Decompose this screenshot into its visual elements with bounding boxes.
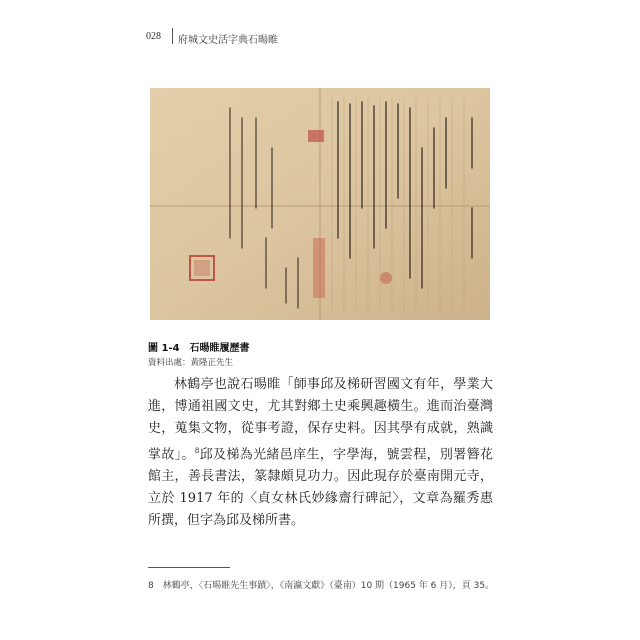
body-text [148, 374, 493, 532]
footnote: 8 林鶴亭，〈石暘睢先生事蹟〉，《南瀛文獻》（臺南）10 期（1965 年 6 月），頁 35。 [148, 581, 495, 591]
document-photo [150, 88, 490, 320]
paragraph [148, 374, 493, 532]
figure-source: 資料出處：黃隆正先生 [148, 358, 234, 368]
footnote-ref[interactable]: 8 [194, 447, 200, 455]
paragraph-text: 林鶴亭也說石暘睢「師事邱及梯研習國文有年，學業大進，博通祖國文史，尤其對鄉土史乘興趣橫生。進而治臺灣史，蒐集文物，從事考證，保存史料。因其學有成就，熟識掌故」。 [148, 377, 493, 463]
paragraph-text-cont: 邱及梯為光緒邑庠生，字學海，號雲程，別署簪花館主，善長書法，篆隸頗見功力。因此現存於臺南開元寺，立於 1917 年的〈貞女林氏妙緣齋行碑記〉，文章為羅秀惠所撰，但字為邱及梯所書。 [148, 447, 493, 529]
header-divider [172, 28, 173, 44]
figure-caption: 圖 1-4 石暘睢履歷書 [148, 343, 250, 354]
footnote-divider [148, 567, 230, 568]
running-header-title: 府城文史活字典石暘睢 [178, 35, 278, 46]
resume-document-image [150, 88, 490, 320]
page-number: 028 [146, 31, 161, 42]
